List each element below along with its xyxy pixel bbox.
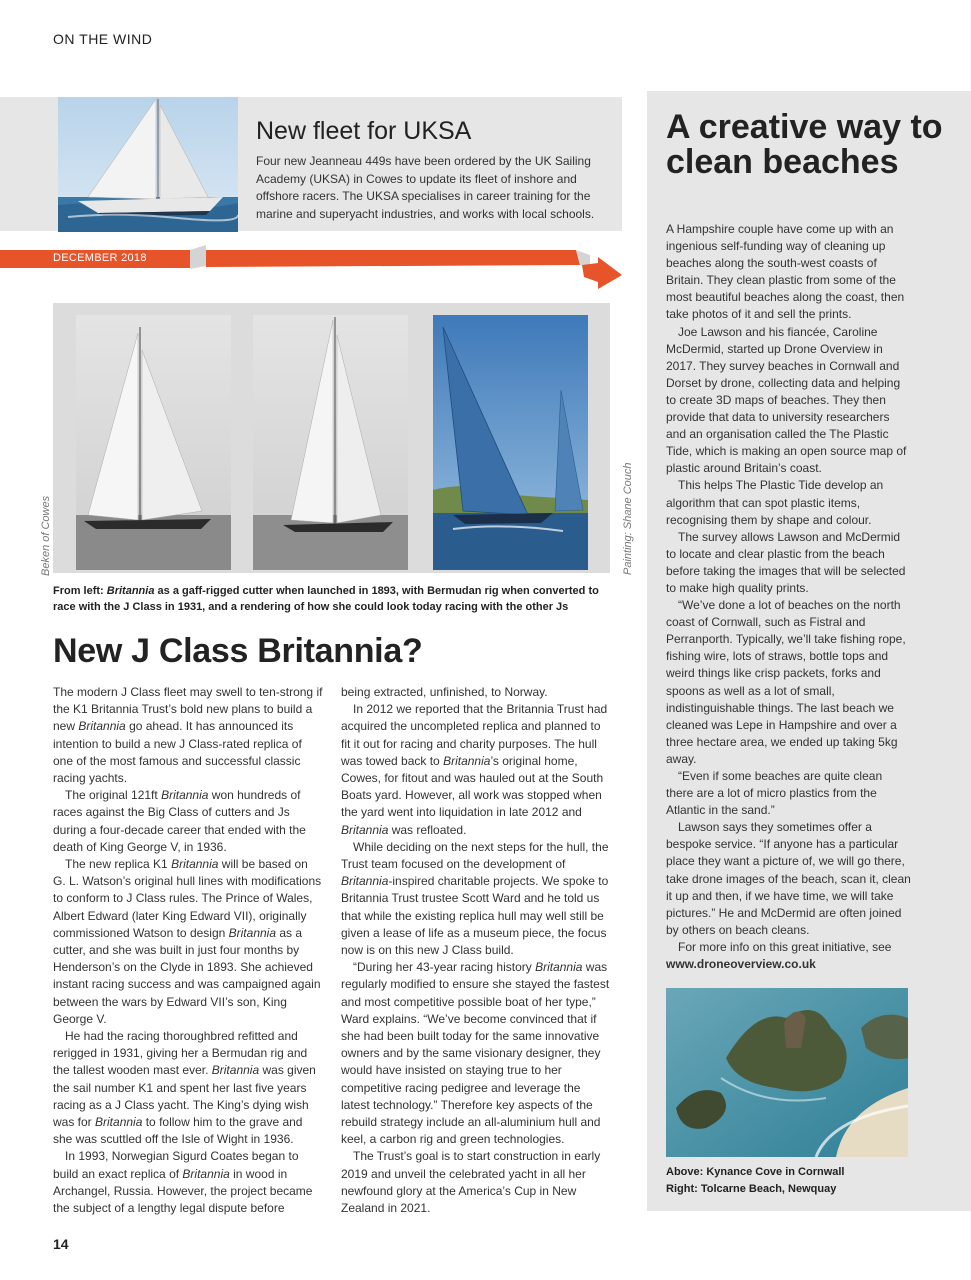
article-paragraph: He had the racing thoroughbred refitted and rerigged in 1931, giving her a Bermudan rig and the tallest wooden mast ever. Britannia was given the sail number K1 and spent her last five years racing as a J Class yacht. The King’s dying wish was for Britannia to follow him to the grave and she was scuttled off the Isle of Wight in 1936.: [53, 1029, 316, 1147]
page-number: 14: [53, 1236, 69, 1252]
article-paragraph: The modern J Class fleet may swell to ten-strong if the K1 Britannia Trust’s bold new plans to build a new Britannia go ahead. It has announced its intention to build a new J Class-rated replica of one of the most famous and successful classic racing yachts.: [53, 685, 323, 786]
sidebar-paragraph: “Even if some beaches are quite clean there are a lot of micro plastics from the Atlantic in the sand.”: [666, 769, 883, 818]
britannia-article-column-1: [53, 684, 323, 1217]
sidebar-paragraph: Lawson says they sometimes offer a bespoke service. “If anyone has a particular place they want a picture of, we will go there, take drone images of the beach, scan it, clean it up and then, if we have time, we will take pictures.” He and McDermid are often joined by others on beach cleans.: [666, 820, 911, 937]
date-banner-label: DECEMBER 2018: [53, 252, 147, 264]
photo-credit-left: Beken of Cowes: [40, 495, 52, 576]
article-paragraph: The new replica K1 Britannia will be based on G. L. Watson’s original hull lines with modifications to conform to J Class rules. The Prince of Wales, Albert Edward (later King Edward VII), originally commissioned Watson to design Britannia as a cutter, and she was built in just four months by Henderson’s on the Clyde in 1893. She achieved instant racing success and was campaigned again between the wars by Edward VII’s son, King George V.: [53, 857, 322, 1026]
article-paragraph: In 2012 we reported that the Britannia Trust had acquired the uncompleted replica and planned to fit it out for racing and charity purposes. The hull was towed back to Britannia’s original home, Cowes, for fitout and was hauled out at the South Boats yard. However, all work was stopped when the yard went into liquidation in late 2012 and Britannia was refloated.: [341, 702, 608, 837]
article-paragraph: being extracted, unfinished, to Norway.: [341, 685, 548, 699]
britannia-caption: From left: Britannia as a gaff-rigged cutter when launched in 1893, with Bermudan rig when converted to race with the J Class in 1931, and a rendering of how she could look today racing with the other Js: [53, 585, 599, 613]
article-paragraph: In 1993, Norwegian Sigurd Coates began to build an exact replica of Britannia in wood in Archangel, Russia. However, the project became the subject of a lengthy legal dispute before: [53, 1149, 313, 1216]
sidebar-paragraph: This helps The Plastic Tide develop an algorithm that can spot plastic items, recognising them by shape and colour.: [666, 478, 884, 527]
article-paragraph: The Trust’s goal is to start construction in early 2019 and unveil the celebrated yacht in all her newfound glory at the America’s Cup in New Zealand in 2021.: [341, 1149, 601, 1216]
drone-overview-link[interactable]: www.droneoverview.co.uk: [666, 957, 816, 972]
section-label: ON THE WIND: [53, 31, 153, 47]
beach-photo-caption: Above: Kynance Cove in Cornwall Right: Tolcarne Beach, Newquay: [666, 1166, 845, 1195]
britannia-article-column-2: [341, 684, 611, 1217]
article-paragraph: “During her 43-year racing history Britannia was regularly modified to ensure she stayed the fastest and most competitive possible boat of her type,” Ward explains. “We’ve become convinced that if she had been built today for the same innovative owners and by the same visionary designer, they would have insisted on staying true to her competitive racing pedigree and leverage the latest technology.” Therefore key aspects of the rebuild strategy include an all-aluminium hull and keel, a carbon rig and green technologies.: [341, 960, 610, 1147]
article-paragraph: While deciding on the next steps for the hull, the Trust team focused on the development of Britannia-inspired charitable projects. We spoke to Britannia Trust trustee Scott Ward and he told us that while the existing replica hull may well still be given a lease of life as a museum piece, the focus now is on this new J Class build.: [341, 839, 609, 958]
uksa-headline: New fleet for UKSA: [256, 117, 472, 145]
more-info-text: For more info on this great initiative, see: [678, 939, 892, 954]
sidebar-body: [666, 221, 912, 973]
britannia-photo-gallery: [53, 303, 610, 573]
uksa-yacht-photo: [58, 97, 238, 232]
photo-credit-right: Painting: Shane Couch: [622, 462, 634, 575]
britannia-headline: New J Class Britannia?: [53, 632, 423, 670]
sidebar-paragraph: “We’ve done a lot of beaches on the north coast of Cornwall, such as Fistral and Perranporth. Typically, we’ll take fishing rope, fishing wire, lots of straws, bottle tops and weird things like crisp packets, forks and spoons as well as a lot of small, indistinguishable things. The last beach we cleaned was Lepe in Hampshire and over a three hectare area, we ended up taking 5kg away.: [666, 598, 906, 766]
article-paragraph: The original 121ft Britannia won hundreds of races against the Big Class of cutters and Js during a four-decade career that ended with the death of King George V, in 1936.: [53, 788, 306, 854]
uksa-body: Four new Jeanneau 449s have been ordered by the UK Sailing Academy (UKSA) in Cowes to update its fleet of inshore and offshore racers. The UKSA specialises in career training for the marine and superyacht industries, and works with local schools.: [256, 154, 595, 221]
sidebar-paragraph: Joe Lawson and his fiancée, Caroline McDermid, started up Drone Overview in 2017. They survey beaches in Cornwall and Dorset by drone, collecting data and helping to create 3D maps of beaches. They then provide that data to university researchers and an organisation called the The Plastic Tide, which is making an open source map of plastic around Britain’s coast.: [666, 324, 907, 476]
kynance-cove-photo: [666, 988, 908, 1157]
sidebar-paragraph: The survey allows Lawson and McDermid to locate and clear plastic from the beach before taking the images that will be selected to make high quality prints.: [666, 529, 906, 595]
timeline-arrow-icon: [186, 245, 626, 291]
sidebar-paragraph: A Hampshire couple have come up with an ingenious self-funding way of cleaning up beaches along the south-west coasts of Britain. They clean plastic from some of the most beautiful beaches along the coast, then take photos of it and sell the prints.: [666, 222, 905, 322]
sidebar-headline: A creative way to clean beaches: [666, 108, 943, 181]
